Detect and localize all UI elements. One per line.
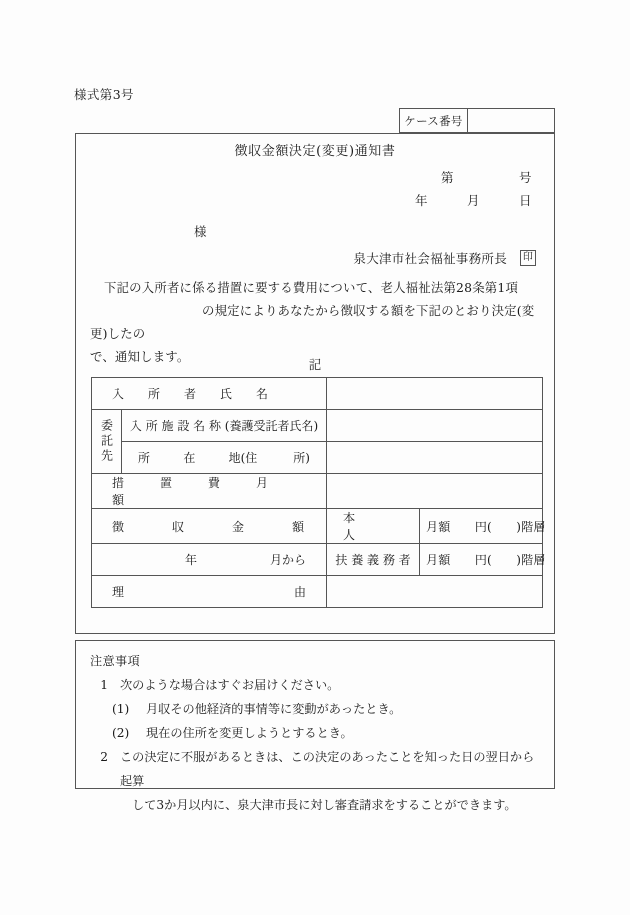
facility-address-label [122, 442, 327, 474]
collection-from-date-text [98, 551, 320, 568]
person-label-text: 本 人 [343, 511, 428, 542]
case-number-label: ケース番号 [400, 109, 468, 132]
document-title: 徴収金額決定(変更)通知書 [234, 144, 396, 159]
person-label [327, 509, 428, 544]
address-label-mid: 在 [183, 451, 196, 465]
ki-mark: 記 [308, 357, 322, 372]
issuer-name: 泉大津市社会福祉事務所長 [353, 251, 507, 266]
supporter-amount-field[interactable]: 月額 円( )階層 [420, 544, 543, 576]
address-label-left: 所 [138, 451, 151, 465]
table-row-collection-supporter [92, 544, 543, 576]
notice-number-line: 第 号 [440, 170, 532, 185]
case-number-box [399, 108, 555, 133]
supporter-label: 扶 養 義 務 者 [327, 544, 420, 576]
from-date-year-label[interactable]: 年 [184, 553, 197, 567]
note-item-2-number: 2 [100, 750, 108, 764]
facility-address-value[interactable] [327, 442, 543, 474]
form-number-label: 様式第3号 [74, 87, 134, 102]
table-row-resident-name [92, 378, 543, 410]
notice-date-line: 年 月 日 [414, 193, 532, 208]
address-label-right: 地(住 所) [228, 451, 310, 465]
body-line-3: で、通知します。 [90, 349, 190, 364]
collection-amount-label-text: 徴 収 金 額 [112, 519, 305, 534]
measure-cost-label-text: 措 置 費 月 額 [112, 476, 305, 507]
note-subitem-1-1-number: (1) [112, 702, 130, 716]
reason-label-right: 由 [294, 585, 307, 599]
measure-cost-value[interactable] [327, 474, 543, 509]
note-item-2-text: この決定に不服があるときは、この決定のあったことを知った日の翌日から起算 [120, 750, 535, 788]
collection-from-date [92, 544, 327, 576]
reason-value[interactable] [327, 576, 543, 608]
table-row-reason [92, 576, 543, 608]
case-number-field[interactable] [468, 109, 554, 132]
note-item-1-text: 次のような場合はすぐお届けください。 [120, 678, 340, 692]
body-line-1: 下記の入所者に係る措置に要する費用について、老人福祉法第28条第1項 [104, 280, 519, 295]
note-subitem-1-1-text: 月収その他経済的事情等に変動があったとき。 [146, 702, 402, 716]
body-line-2: の規定によりあなたから徴収する額を下記のとおり決定(変更)したの [90, 303, 535, 341]
table-row-measure-cost [92, 474, 543, 509]
entrust-vertical-label-cell [92, 410, 122, 474]
addressee-honorific: 様 [194, 224, 207, 239]
table-row-facility-name [92, 410, 543, 442]
collection-amount-label [92, 509, 327, 544]
table-row-collection-person [92, 509, 543, 544]
issuer-row [353, 249, 536, 267]
resident-name-value[interactable] [327, 378, 543, 410]
resident-name-label-text: 入 所 者 氏 名 [112, 387, 269, 401]
notes-frame [75, 640, 555, 812]
note-item-1 [90, 673, 540, 697]
reason-label-left: 理 [112, 585, 125, 599]
seal-stamp-icon: 印 [520, 250, 536, 266]
table-row-facility-address [92, 442, 543, 474]
from-date-month-label[interactable]: 月から [269, 553, 306, 567]
note-subitem-1-2-text: 現在の住所を変更しようとするとき。 [146, 726, 353, 740]
collection-details-table [91, 377, 546, 608]
note-subitem-1-2-number: (2) [112, 726, 130, 740]
reason-label [92, 576, 327, 608]
note-subitem-1-2 [90, 721, 540, 745]
note-item-1-number: 1 [100, 678, 108, 692]
facility-name-value[interactable] [327, 410, 543, 442]
resident-name-label [92, 378, 327, 410]
entrust-vertical-label: 委託先 [99, 419, 114, 464]
person-amount-field[interactable]: 月額 円( )階層 [420, 509, 543, 544]
reason-label-text [98, 583, 320, 600]
note-subitem-1-1 [90, 697, 540, 721]
measure-cost-label [92, 474, 327, 509]
facility-name-label: 入 所 施 設 名 称 (養護受託者氏名) [122, 410, 327, 442]
notes-title: 注意事項 [90, 654, 140, 668]
facility-address-label-text [128, 449, 320, 466]
note-item-2 [90, 745, 540, 793]
note-item-2-continuation: して3か月以内に、泉大津市長に対し審査請求をすることができます。 [132, 798, 517, 812]
notice-main-frame [75, 133, 555, 634]
